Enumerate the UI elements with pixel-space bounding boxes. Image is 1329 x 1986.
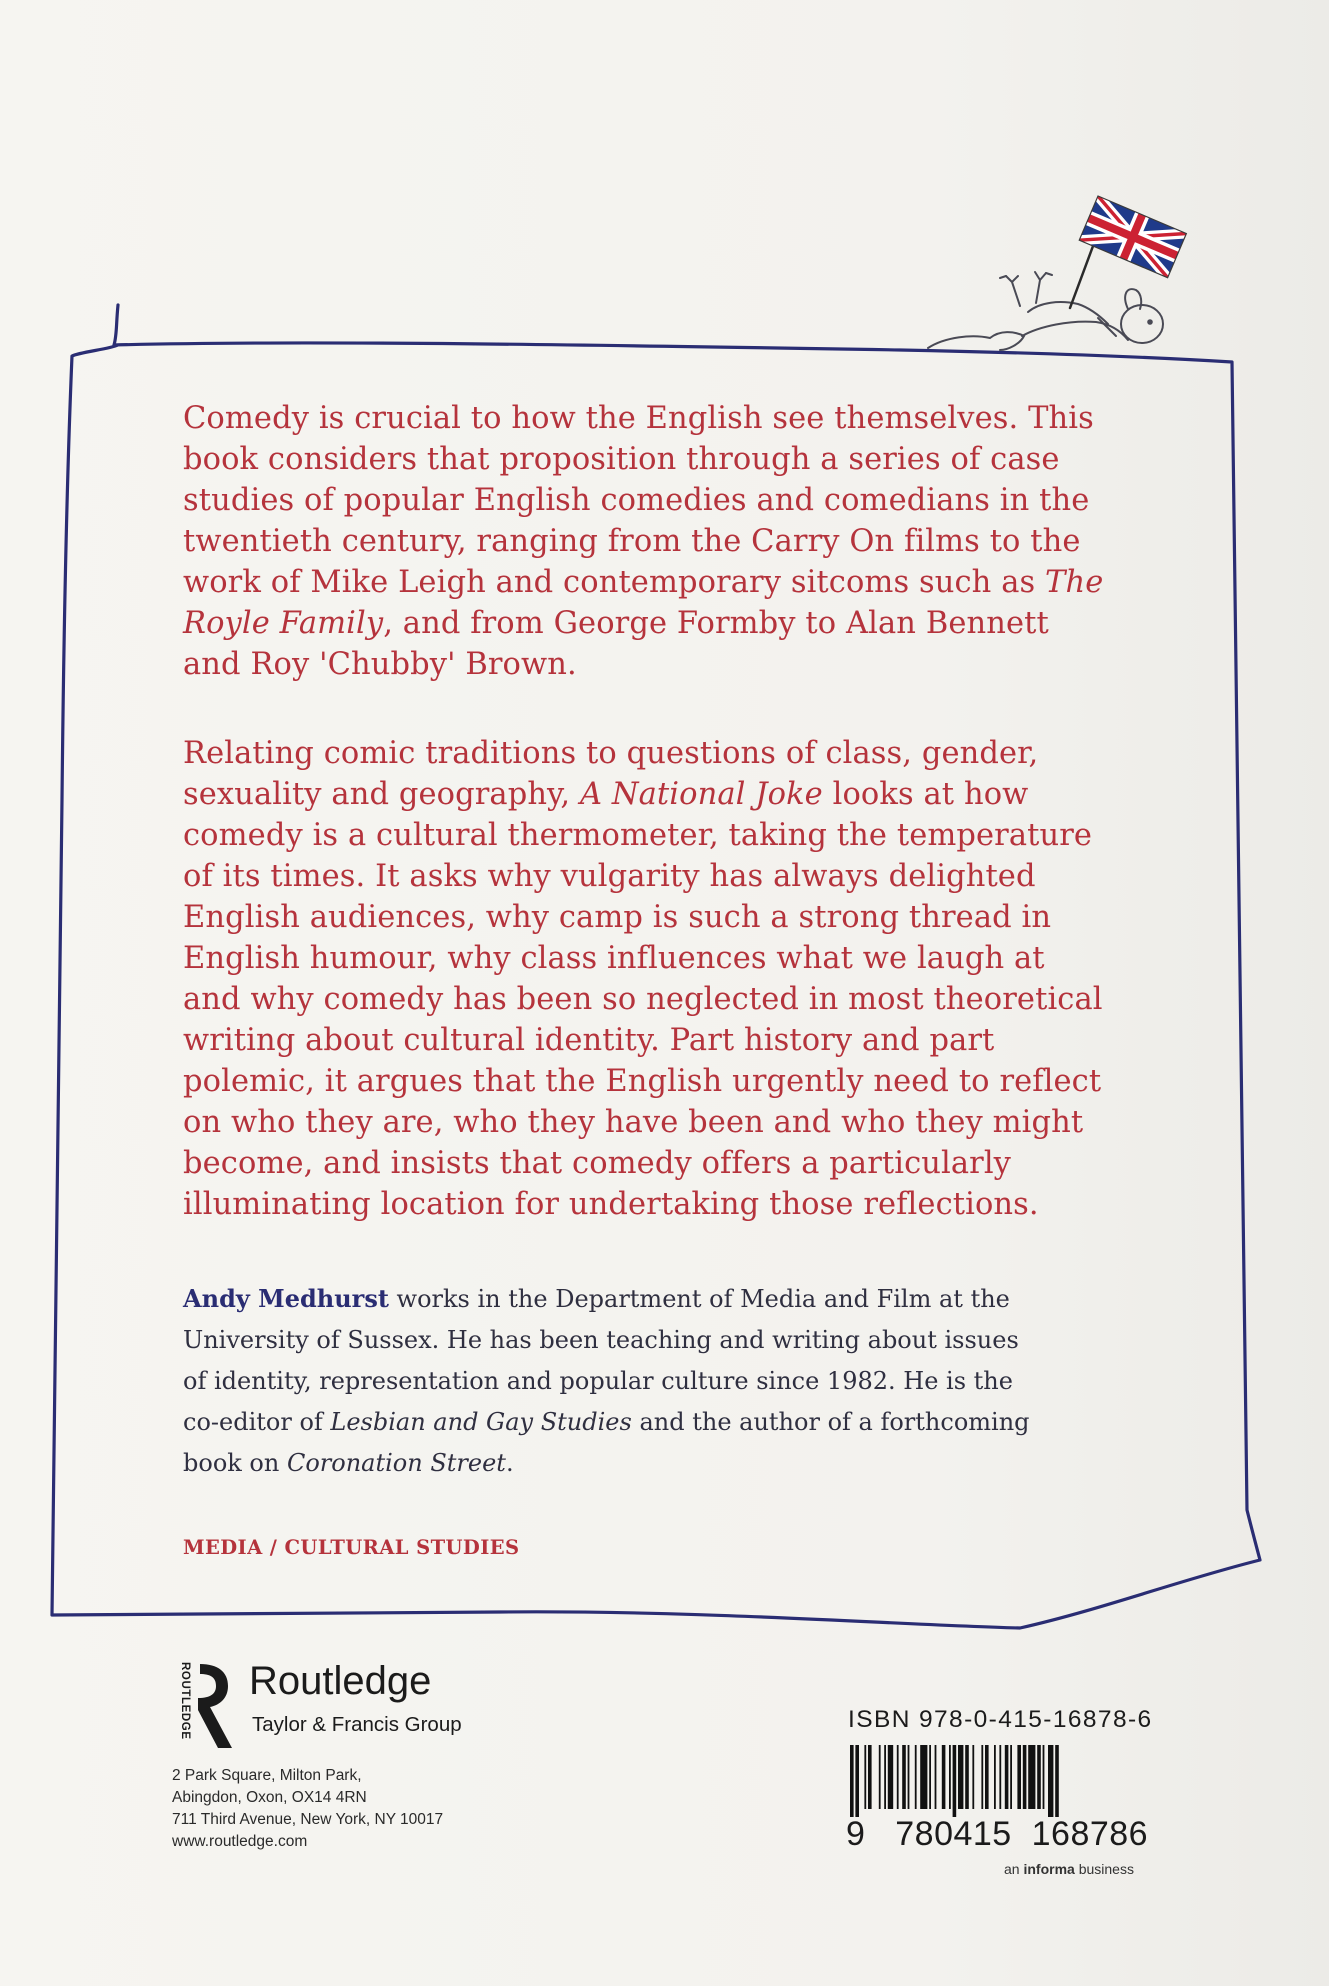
publisher-group: Taylor & Francis Group bbox=[252, 1713, 462, 1736]
barcode-digit-first: 9 bbox=[846, 1815, 866, 1853]
blurb-line: polemic, it argues that the English urgently need to reflect bbox=[183, 1064, 1102, 1099]
barcode-digits bbox=[846, 1815, 1148, 1854]
barcode-icon bbox=[846, 1745, 1146, 1817]
barcode-bar bbox=[920, 1745, 927, 1809]
barcode-bar bbox=[1037, 1745, 1041, 1809]
barcode-bar bbox=[958, 1745, 963, 1809]
barcode-bar bbox=[1028, 1745, 1035, 1809]
blurb-line: illuminating location for undertaking those reflections. bbox=[183, 1187, 1039, 1222]
bio-text: works in the Department of Media and Film at the bbox=[388, 1285, 1010, 1313]
barcode-bar bbox=[965, 1745, 969, 1809]
barcode-bar bbox=[985, 1745, 989, 1809]
address-line: 2 Park Square, Milton Park, bbox=[172, 1767, 362, 1784]
publisher-address bbox=[172, 1765, 443, 1853]
informa-suffix: business bbox=[1074, 1861, 1134, 1877]
barcode-bar bbox=[1010, 1745, 1012, 1809]
barcode-bar bbox=[953, 1745, 957, 1817]
title-royle-family-part: The bbox=[1045, 565, 1104, 600]
publisher-name: Routledge bbox=[249, 1659, 432, 1703]
bio-line: University of Sussex. He has been teaching and writing about issues bbox=[183, 1326, 1019, 1354]
blurb-line: English humour, why class influences what we laugh at bbox=[183, 941, 1045, 976]
blurb-paragraph-1 bbox=[183, 398, 1163, 685]
bio-text: co-editor of bbox=[183, 1408, 331, 1436]
barcode-bar bbox=[929, 1745, 931, 1809]
bio-text: . bbox=[505, 1449, 514, 1477]
blurb-text: looks at how bbox=[822, 777, 1029, 812]
blurb-line: Relating comic traditions to questions of class, gender, bbox=[183, 736, 1039, 771]
book-title: A National Joke bbox=[579, 777, 823, 812]
barcode-bar bbox=[942, 1745, 946, 1809]
barcode-digits-right: 168786 bbox=[1031, 1815, 1149, 1853]
blurb-line: and Roy 'Chubby' Brown. bbox=[183, 647, 577, 682]
book-title: Coronation Street bbox=[286, 1449, 506, 1477]
barcode-bar bbox=[1023, 1745, 1027, 1809]
informa-brand: informa bbox=[1023, 1861, 1075, 1877]
address-line: www.routledge.com bbox=[172, 1833, 308, 1850]
barcode-digits-left: 780415 bbox=[895, 1815, 1012, 1853]
blurb-line: and why comedy has been so neglected in most theoretical bbox=[183, 982, 1103, 1017]
barcode-bar bbox=[999, 1745, 1001, 1809]
barcode-bar bbox=[864, 1745, 866, 1809]
bio-text: and the author of a forthcoming bbox=[631, 1408, 1030, 1436]
barcode-bar bbox=[879, 1745, 881, 1809]
author-bio bbox=[183, 1278, 1143, 1484]
blurb-line bbox=[183, 603, 1163, 644]
barcode-bar bbox=[994, 1745, 996, 1809]
barcode-bar bbox=[884, 1745, 886, 1809]
barcode-bar bbox=[1005, 1745, 1009, 1809]
routledge-logo-icon bbox=[170, 1660, 242, 1752]
blurb-paragraph-2 bbox=[183, 733, 1163, 1225]
informa-business-tagline bbox=[1004, 1861, 1134, 1877]
bio-line: of identity, representation and popular culture since 1982. He is the bbox=[183, 1367, 1013, 1395]
blurb-line: Comedy is crucial to how the English see themselves. This bbox=[183, 401, 1094, 436]
barcode-bar bbox=[888, 1745, 893, 1809]
blurb-text: sexuality and geography, bbox=[183, 777, 580, 812]
barcode-bar bbox=[1055, 1745, 1059, 1817]
blurb-line bbox=[183, 562, 1163, 603]
isbn-label: ISBN 978-0-415-16878-6 bbox=[848, 1706, 1153, 1733]
blurb-line: twentieth century, ranging from the Carry On films to the bbox=[183, 524, 1081, 559]
barcode-bar bbox=[935, 1745, 937, 1809]
blurb-line: comedy is a cultural thermometer, taking the temperature bbox=[183, 818, 1093, 853]
blurb-line: English audiences, why camp is such a strong thread in bbox=[183, 900, 1052, 935]
blurb-line bbox=[183, 774, 1163, 815]
logo-vertical-text: ROUTLEDGE bbox=[179, 1662, 191, 1740]
barcode-bar bbox=[915, 1745, 917, 1809]
blurb-text: work of Mike Leigh and contemporary sitcoms such as bbox=[183, 565, 1046, 600]
barcode-bar bbox=[1048, 1745, 1053, 1817]
blurb-text: , and from George Formby to Alan Bennett bbox=[383, 606, 1049, 641]
blurb-line: book considers that proposition through a series of case bbox=[183, 442, 1060, 477]
blurb-line: on who they are, who they have been and who they might bbox=[183, 1105, 1084, 1140]
barcode-bar bbox=[1043, 1745, 1045, 1809]
bio-line bbox=[183, 1278, 1143, 1320]
barcode-bar bbox=[949, 1745, 951, 1809]
barcode-bar bbox=[855, 1745, 859, 1817]
bio-line bbox=[183, 1402, 1143, 1443]
barcode-bar bbox=[902, 1745, 906, 1809]
barcode-bar bbox=[972, 1745, 974, 1809]
blurb-line: writing about cultural identity. Part history and part bbox=[183, 1023, 995, 1058]
book-title: Lesbian and Gay Studies bbox=[330, 1408, 632, 1436]
barcode-bar bbox=[897, 1745, 899, 1809]
barcode-bar bbox=[850, 1745, 854, 1817]
barcode-bar bbox=[908, 1745, 910, 1809]
blurb-line: of its times. It asks why vulgarity has always delighted bbox=[183, 859, 1036, 894]
barcode-bar bbox=[868, 1745, 872, 1809]
title-royle-family-part: Royle Family bbox=[183, 606, 384, 641]
barcode-bar bbox=[1017, 1745, 1021, 1809]
blurb-line: become, and insists that comedy offers a particularly bbox=[183, 1146, 1012, 1181]
address-line: 711 Third Avenue, New York, NY 10017 bbox=[172, 1811, 444, 1828]
address-line: Abingdon, Oxon, OX14 4RN bbox=[172, 1789, 367, 1806]
barcode-bar bbox=[981, 1745, 983, 1809]
author-name: Andy Medhurst bbox=[183, 1284, 389, 1313]
blurb-line: studies of popular English comedies and comedians in the bbox=[183, 483, 1090, 518]
bio-line bbox=[183, 1443, 1143, 1484]
bio-text: book on bbox=[183, 1449, 287, 1477]
subject-category: MEDIA / CULTURAL STUDIES bbox=[183, 1536, 520, 1559]
union-jack-flag-icon bbox=[1079, 196, 1186, 278]
informa-prefix: an bbox=[1004, 1861, 1024, 1877]
